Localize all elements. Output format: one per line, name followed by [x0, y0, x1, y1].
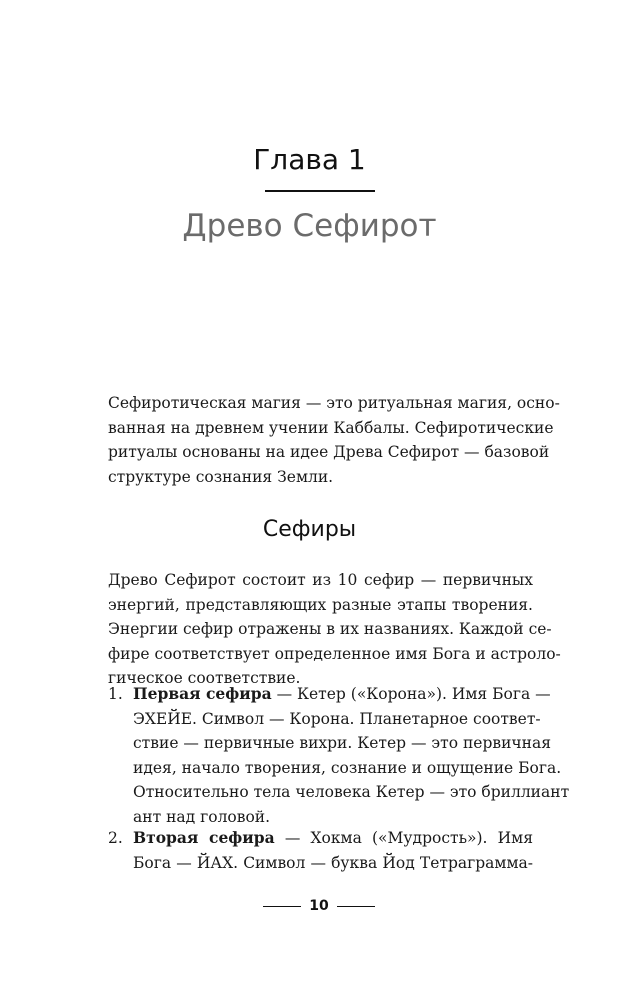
footer-rule-right	[337, 906, 375, 907]
chapter-label: Глава 1	[253, 143, 366, 176]
text-line: Древо Сефирот состоит из 10 сефир — первичных	[108, 571, 533, 589]
page-number: 10	[309, 898, 329, 914]
text-line: структуре сознания Земли.	[108, 467, 334, 486]
term-rest: — Хокма («Мудрость»). Имя	[274, 829, 533, 847]
term-rest: — Кетер («Корона»). Имя Бога —	[271, 685, 551, 703]
text-line: ствие — первичные вихри. Кетер — это первичная	[133, 734, 552, 752]
intro-paragraph	[108, 391, 560, 489]
footer-rule-left	[263, 906, 301, 907]
text-line: фире соответствует определенное имя Бога и астроло-	[108, 644, 561, 663]
text-line: идея, начало творения, сознание и ощущение Бога.	[133, 758, 562, 777]
chapter-rule	[265, 190, 375, 192]
text-line: Сефиротическая магия — это ритуальная магия, осно-	[108, 394, 560, 412]
text-line: ванная на древнем учении Каббалы. Сефиротические	[108, 418, 554, 437]
text-line: Бога — ЙАХ. Символ — буква Йод Тетраграмма-	[133, 853, 533, 872]
text-line: гическое соответствие.	[108, 669, 301, 687]
text-line: Относительно тела человека Кетер — это бриллиант	[133, 783, 570, 801]
text-line	[133, 826, 533, 851]
section-heading: Сефиры	[262, 517, 357, 542]
list-number: 2.	[108, 829, 123, 847]
text-line: ритуалы основаны на идее Древа Сефирот — базовой	[108, 443, 550, 461]
sefirot-paragraph	[108, 568, 561, 691]
text-line: Энергии сефир отражены в их названиях. Каждой се-	[108, 620, 552, 638]
term: Вторая сефира	[133, 828, 275, 847]
text-line: ант над головой.	[133, 807, 271, 826]
term: Первая сефира	[133, 684, 272, 703]
list-number: 1.	[108, 685, 123, 703]
text-line: энергий, представляющих разные этапы творения.	[108, 595, 533, 614]
text-line	[133, 682, 551, 707]
chapter-title: Древо Сефирот	[182, 208, 437, 244]
text-line: ЭХЕЙЕ. Символ — Корона. Планетарное соответ-	[133, 709, 541, 728]
page-footer	[0, 896, 619, 916]
